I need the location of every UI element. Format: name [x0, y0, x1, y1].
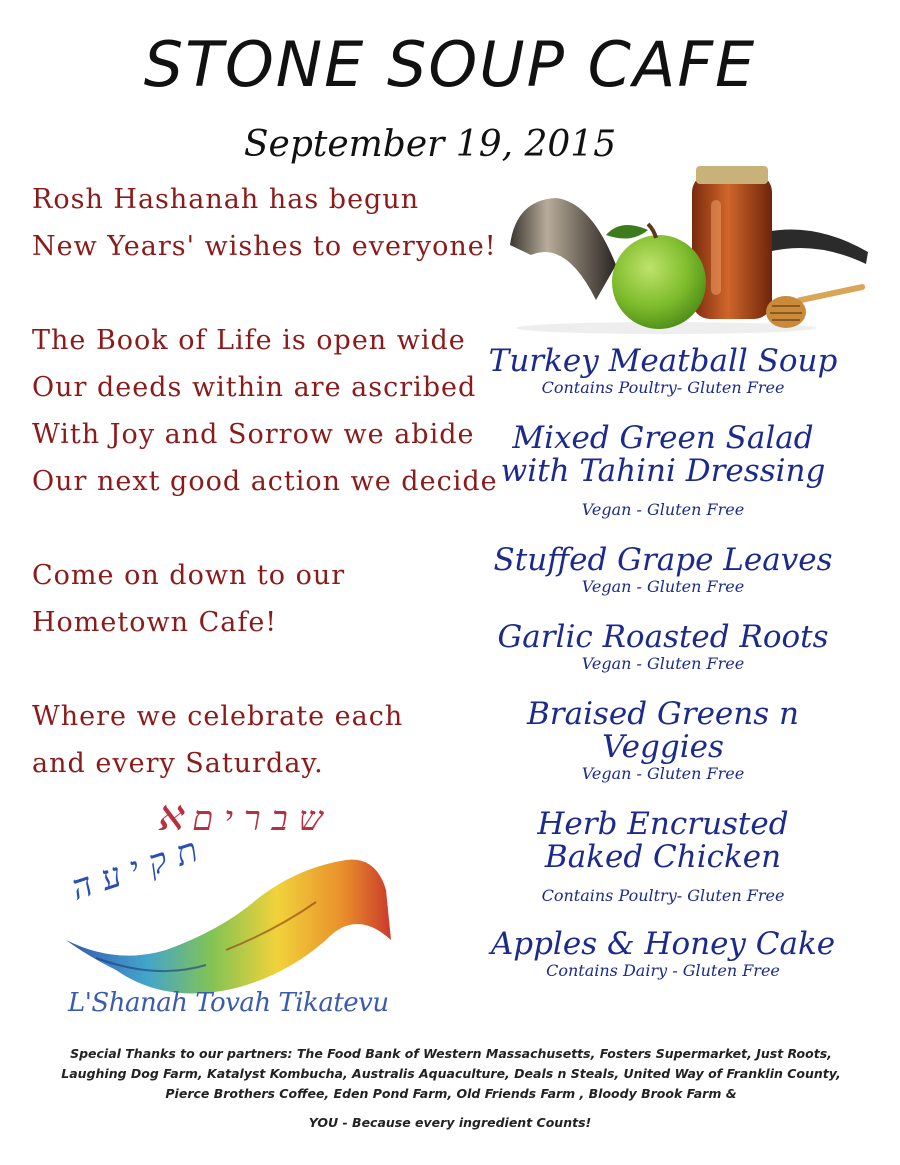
dish-note: Contains Poultry- Gluten Free	[541, 886, 785, 905]
closing-line: YOU - Because every ingredient Counts!	[308, 1115, 592, 1130]
poem-line: Rosh Hashanah has begun	[32, 184, 420, 215]
artwork-caption: L'Shanah Tovah Tikatevu	[68, 988, 389, 1018]
menu	[488, 345, 838, 981]
poem-line: Our deeds within are ascribed	[32, 372, 477, 403]
svg-text:ℵ ש ב ר י ם: ℵ ש ב ר י ם	[156, 799, 323, 839]
poem-line: Come on down to our Hometown Cafe!	[32, 560, 346, 638]
poem-line: With Joy and Sorrow we abide	[32, 419, 475, 450]
partner-thanks: Special Thanks to our partners: The Food Bank of Western Massachusetts, Fosters Supermarket, Just Roots, Laughing Dog Farm, Katalyst Kombucha, Australis Aquaculture, Deals n Steals, United Way of Franklin County, Pierce Brothers Coffee, Eden Pond Farm, Old Friends Farm , Bloody Brook Farm &	[61, 1046, 841, 1101]
poem	[32, 176, 498, 787]
event-date: September 19, 2015	[243, 124, 617, 165]
menu-item	[488, 345, 838, 398]
dish-name: Braised Greens n Veggies	[527, 696, 799, 765]
poem-line: Where we celebrate each and every Saturday.	[32, 701, 404, 779]
menu-item	[488, 544, 838, 597]
poem-line: The Book of Life is open wide	[32, 325, 466, 356]
page-title: STONE SOUP CAFE	[143, 28, 757, 101]
dish-name: Mixed Green Salad with Tahini Dressing	[500, 420, 826, 489]
dish-note: Vegan - Gluten Free	[581, 500, 745, 519]
menu-item	[488, 928, 838, 981]
menu-item	[488, 698, 838, 784]
dish-name: Turkey Meatball Soup	[488, 343, 838, 379]
dish-note: Vegan - Gluten Free	[581, 764, 745, 783]
menu-item	[488, 422, 838, 520]
dish-note: Contains Dairy - Gluten Free	[546, 961, 780, 980]
poem-line: Our next good action we decide	[32, 466, 498, 497]
dish-note: Contains Poultry- Gluten Free	[541, 378, 785, 397]
dish-name: Herb Encrusted Baked Chicken	[537, 806, 789, 875]
shofar-apple-honey-image	[496, 160, 871, 335]
dish-note: Vegan - Gluten Free	[581, 577, 745, 596]
svg-text:ת ק י ע ה: ת ק י ע ה	[66, 830, 203, 909]
dish-name: Apples & Honey Cake	[490, 926, 836, 962]
dish-note: Vegan - Gluten Free	[581, 654, 745, 673]
menu-item	[488, 621, 838, 674]
dish-name: Garlic Roasted Roots	[497, 619, 829, 655]
dish-name: Stuffed Grape Leaves	[493, 542, 833, 578]
menu-item	[488, 808, 838, 906]
poem-line: New Years' wishes to everyone!	[32, 231, 497, 262]
